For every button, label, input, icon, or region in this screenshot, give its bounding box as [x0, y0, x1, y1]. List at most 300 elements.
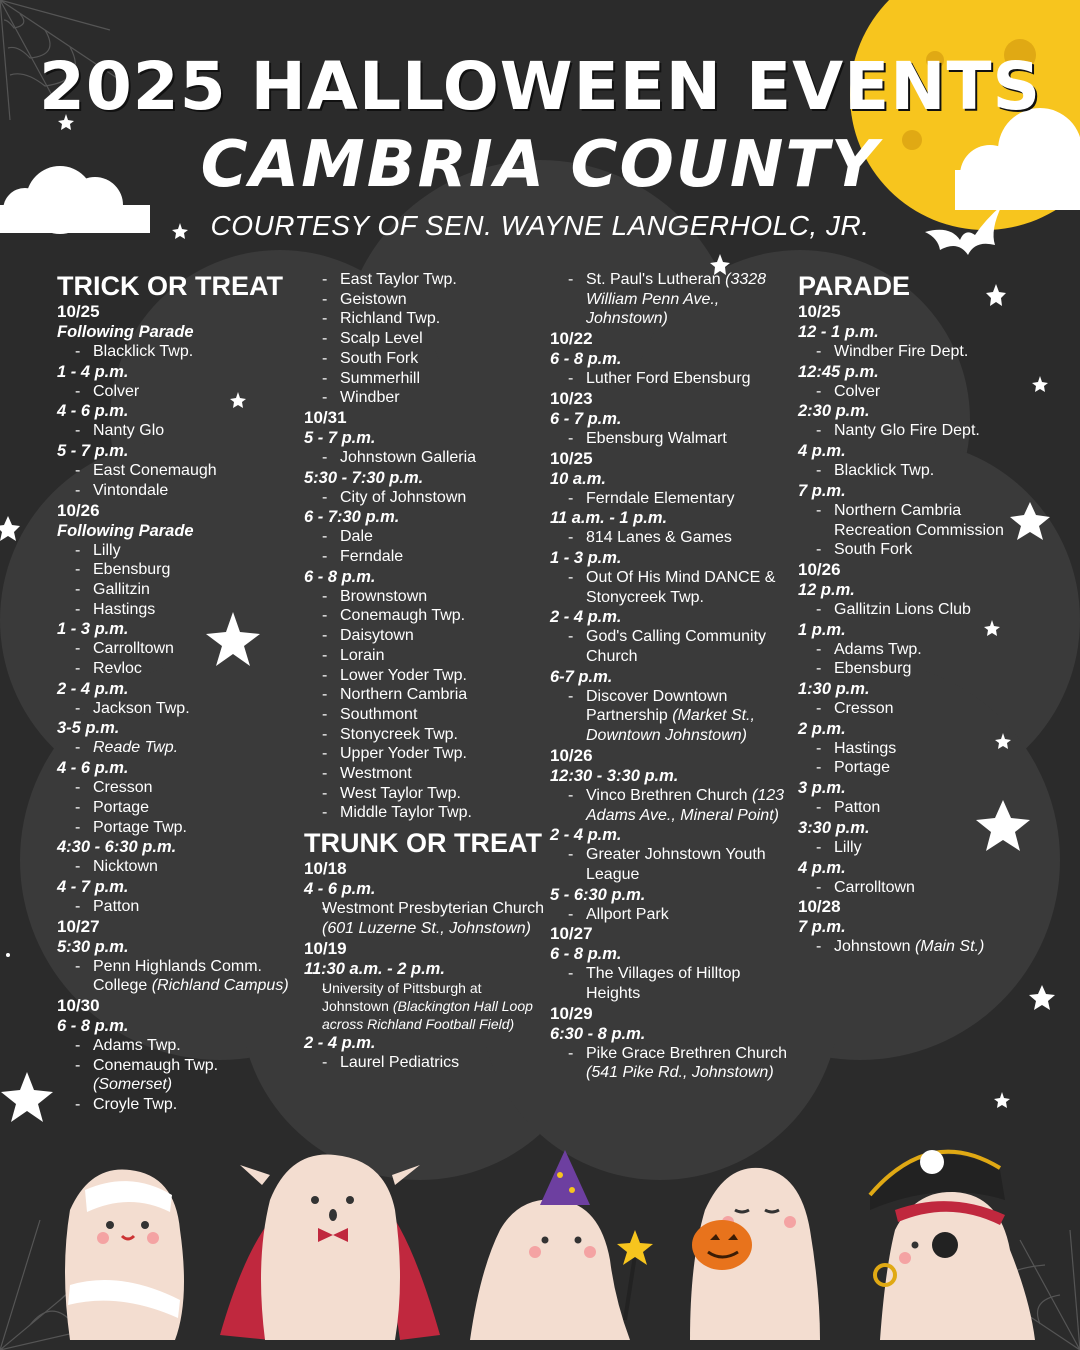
event-location: [550, 568, 790, 607]
event-location-text: Out Of His Mind DANCE & Stonycreek Twp.: [586, 568, 776, 606]
event-time-text: 6 - 8 p.m.: [550, 945, 622, 964]
event-time-text: 12 p.m.: [798, 580, 855, 599]
event-location: [798, 421, 1013, 441]
event-location-text: Conemaugh Twp.: [93, 1056, 219, 1074]
event-location: [550, 964, 790, 1003]
event-time-text: 1 - 3 p.m.: [57, 620, 129, 639]
event-location: [304, 979, 544, 1033]
event-location-text: Conemaugh Twp.: [340, 607, 466, 625]
event-location-text: Southmont: [340, 705, 418, 723]
event-location-text: Richland Twp.: [340, 310, 441, 328]
event-time-text: 6:30 - 8 p.m.: [550, 1024, 646, 1043]
event-location-text: Carrolltown: [834, 878, 915, 896]
event-date: [304, 408, 544, 428]
event-location: [304, 784, 544, 804]
event-date: [550, 329, 790, 349]
event-date-text: 10/31: [304, 407, 347, 427]
event-date: [798, 302, 1013, 322]
event-location-text: Westmont: [340, 765, 412, 783]
event-location-text: Windber: [340, 389, 400, 407]
event-location-text: Vintondale: [93, 481, 169, 499]
event-location: [57, 580, 297, 600]
event-location-text: Colver: [93, 382, 140, 400]
event-location: [57, 699, 297, 719]
event-location: [304, 803, 544, 823]
event-location-text: Brownstown: [340, 587, 428, 605]
event-location: [304, 290, 544, 310]
event-location: [798, 739, 1013, 759]
event-location-text: Stonycreek Twp.: [340, 725, 458, 743]
event-location-text: South Fork: [340, 349, 419, 367]
event-time: [798, 322, 1013, 342]
column-trick-or-treat: [57, 270, 297, 1115]
event-location: [57, 541, 297, 561]
event-location-text: Blacklick Twp.: [93, 343, 194, 360]
event-location: [57, 798, 297, 818]
event-time: [304, 567, 544, 587]
event-location-text: Adams Twp.: [93, 1037, 181, 1055]
event-date-text: 10/22: [550, 329, 593, 349]
star-icon: [1029, 985, 1055, 1010]
star-icon: [994, 1092, 1010, 1108]
event-time-text: 3-5 p.m.: [57, 719, 120, 738]
event-location-text: Cresson: [834, 700, 894, 718]
event-location-text: Geistown: [340, 290, 407, 308]
event-time-text: 3 p.m.: [798, 779, 846, 798]
event-location: [798, 600, 1013, 620]
event-time-text: 7 p.m.: [798, 918, 846, 937]
location-detail: (Main St.): [914, 938, 985, 956]
event-time-text: 10 a.m.: [550, 469, 606, 488]
event-location: [57, 560, 297, 580]
location-detail: (Market St., Downtown Johnstown): [586, 707, 755, 745]
event-time: [304, 468, 544, 488]
event-location-text: Portage: [834, 759, 891, 777]
event-location: [57, 342, 297, 362]
event-time: [550, 607, 790, 627]
event-location-text: Lower Yoder Twp.: [340, 666, 467, 684]
event-time-text: 6 - 8 p.m.: [304, 567, 376, 586]
event-location-text: West Taylor Twp.: [340, 784, 461, 802]
section-heading: [57, 270, 297, 302]
event-location: [304, 1053, 544, 1073]
event-date-text: 10/25: [550, 448, 593, 468]
event-time-text: 6 - 8 p.m.: [57, 1017, 129, 1036]
event-location: [304, 369, 544, 389]
event-time: [550, 667, 790, 687]
event-location: [304, 527, 544, 547]
event-time: [57, 679, 297, 699]
event-date: [798, 897, 1013, 917]
event-location: [798, 382, 1013, 402]
event-time: [57, 441, 297, 461]
event-date-text: 10/23: [550, 388, 593, 408]
event-time-text: 4 p.m.: [798, 858, 846, 877]
event-location: [304, 764, 544, 784]
star-icon: [1, 1072, 53, 1122]
event-location: [304, 705, 544, 725]
event-location-text: Lorain: [340, 646, 385, 664]
event-location: [304, 270, 544, 290]
section-heading: [304, 827, 544, 859]
location-detail: (123 Adams Ave., Mineral Point): [586, 786, 785, 824]
event-time: [798, 858, 1013, 878]
event-time-text: 1 - 3 p.m.: [550, 548, 622, 567]
event-time: [798, 401, 1013, 421]
column-trick-or-treat-continued: [304, 270, 544, 1072]
event-location: [798, 699, 1013, 719]
event-time: [550, 409, 790, 429]
event-location-text: Johnstown Galleria: [340, 448, 477, 466]
event-location-text: Ebensburg: [834, 660, 912, 678]
event-location: [57, 818, 297, 838]
event-time-text: 7 p.m.: [798, 481, 846, 500]
event-location: [550, 786, 790, 825]
event-location: [304, 448, 544, 468]
event-location: [798, 798, 1013, 818]
event-location-text: Revloc: [93, 660, 142, 678]
event-location: [550, 687, 790, 746]
event-location-text: Gallitzin: [93, 580, 150, 598]
event-time: [304, 507, 544, 527]
event-location-text: Windber Fire Dept.: [834, 343, 969, 360]
event-location-text: Ebensburg Walmart: [586, 429, 727, 447]
event-location: [304, 744, 544, 764]
event-time: [57, 521, 297, 541]
event-date-text: 10/27: [550, 924, 593, 944]
event-location: [550, 627, 790, 666]
event-location: [57, 461, 297, 481]
event-location: [304, 329, 544, 349]
event-time: [57, 362, 297, 382]
event-time-text: 6 - 8 p.m.: [550, 350, 622, 369]
location-detail: (Richland Campus): [151, 977, 289, 995]
event-time: [798, 719, 1013, 739]
event-date-text: 10/26: [57, 500, 100, 520]
event-time-text: 2 - 4 p.m.: [550, 826, 622, 845]
event-location: [550, 270, 790, 329]
location-detail: (541 Pike Rd., Johnstown): [586, 1064, 774, 1082]
event-location: [57, 481, 297, 501]
event-location-text: Daisytown: [340, 627, 414, 645]
event-location-text: Ferndale Elementary: [586, 489, 735, 507]
event-location-text: St. Paul's Lutheran: [586, 271, 726, 288]
event-time-text: 5:30 - 7:30 p.m.: [304, 468, 424, 487]
event-location-text: Discover Downtown Partnership: [586, 687, 728, 725]
section-heading-text: TRUNK OR TREAT: [304, 828, 542, 859]
event-location: [798, 342, 1013, 362]
event-date: [304, 859, 544, 879]
event-time-text: 2 - 4 p.m.: [550, 608, 622, 627]
star-icon: [1032, 376, 1048, 392]
event-time: [57, 1016, 297, 1036]
event-time-text: 4 - 7 p.m.: [57, 877, 129, 896]
event-time-text: 2 - 4 p.m.: [304, 1033, 376, 1052]
event-location-text: Westmont Presbyterian Church: [322, 900, 545, 918]
event-time-text: 12:30 - 3:30 p.m.: [550, 766, 679, 785]
event-time-text: 5 - 7 p.m.: [57, 442, 129, 461]
event-time-text: 11:30 a.m. - 2 p.m.: [304, 959, 445, 978]
event-location: [304, 547, 544, 567]
page-title: 2025 HALLOWEEN EVENTS: [38, 48, 1042, 125]
event-location-text: Scalp Level: [340, 330, 423, 348]
event-date: [57, 996, 297, 1016]
event-time: [550, 885, 790, 905]
event-time-text: 1 - 4 p.m.: [57, 362, 129, 381]
event-location-text: Upper Yoder Twp.: [340, 745, 467, 763]
event-time: [798, 620, 1013, 640]
event-date-text: 10/29: [550, 1003, 593, 1023]
event-time: [57, 619, 297, 639]
event-location-text: Cresson: [93, 779, 153, 797]
event-date: [550, 746, 790, 766]
event-location: [57, 1095, 297, 1115]
event-location-text: Nicktown: [93, 858, 158, 876]
event-location: [304, 899, 544, 938]
event-time: [798, 481, 1013, 501]
event-time-text: 2:30 p.m.: [798, 402, 870, 421]
event-time-text: 1 p.m.: [798, 620, 846, 639]
event-location: [798, 640, 1013, 660]
event-location-text: Lilly: [93, 541, 121, 559]
event-location: [304, 606, 544, 626]
event-time: [798, 679, 1013, 699]
event-time-text: 12:45 p.m.: [798, 362, 879, 381]
section-heading-text: TRICK OR TREAT: [57, 271, 283, 301]
event-time: [57, 837, 297, 857]
ghost-pumpkin-icon: [690, 1168, 820, 1340]
ghost-vampire-icon: [220, 1155, 440, 1340]
event-time: [798, 362, 1013, 382]
event-date: [57, 501, 297, 521]
event-location: [798, 501, 1013, 540]
event-location-text: Penn Highlands Comm. College: [93, 957, 262, 995]
event-location-text: Colver: [834, 382, 881, 400]
location-detail: (Blackington Hall Loop across Richland Football Field): [322, 997, 533, 1032]
event-location: [57, 957, 297, 996]
event-time-text: 4 - 6 p.m.: [57, 759, 129, 778]
event-location-text: Croyle Twp.: [93, 1096, 178, 1114]
event-location-text: East Conemaugh: [93, 462, 217, 480]
event-date: [798, 560, 1013, 580]
event-location-text: Patton: [93, 897, 140, 915]
event-time: [798, 818, 1013, 838]
event-time: [304, 959, 544, 979]
event-location-text: Patton: [834, 799, 881, 817]
event-time: [550, 825, 790, 845]
page-subtitle: CAMBRIA COUNTY: [200, 128, 880, 202]
event-location-text: Jackson Twp.: [93, 699, 190, 717]
event-time: [57, 758, 297, 778]
event-date-text: 10/18: [304, 859, 347, 879]
star-icon: [0, 516, 20, 541]
event-location: [798, 461, 1013, 481]
event-location: [57, 857, 297, 877]
event-date-text: 10/28: [798, 897, 841, 917]
event-location: [57, 600, 297, 620]
event-location: [798, 758, 1013, 778]
section-heading-text: PARADE: [798, 271, 911, 301]
location-detail: (601 Luzerne St., Johnstown): [322, 919, 532, 937]
event-date: [304, 939, 544, 959]
event-time: [57, 877, 297, 897]
event-location: [57, 421, 297, 441]
event-location: [798, 659, 1013, 679]
event-location: [304, 488, 544, 508]
event-location-text: Northern Cambria Recreation Commission: [834, 501, 1004, 539]
event-location-text: East Taylor Twp.: [340, 271, 457, 288]
event-time: [798, 441, 1013, 461]
event-time: [304, 1033, 544, 1053]
event-time: [550, 1024, 790, 1044]
ghost-mummy-icon: [65, 1170, 184, 1341]
event-location-text: Adams Twp.: [834, 640, 922, 658]
event-date-text: 10/25: [798, 302, 841, 321]
event-location-text: Hastings: [93, 600, 156, 618]
event-location: [304, 666, 544, 686]
event-location: [550, 528, 790, 548]
event-location: [57, 897, 297, 917]
event-location: [550, 369, 790, 389]
event-time-text: 5:30 p.m.: [57, 937, 129, 956]
event-location-text: Lilly: [834, 838, 862, 856]
event-time-text: 5 - 6:30 p.m.: [550, 885, 646, 904]
event-location-text: South Fork: [834, 541, 913, 559]
event-time-text: 6 - 7 p.m.: [550, 409, 622, 428]
event-date: [57, 917, 297, 937]
event-time-text: 4 - 6 p.m.: [57, 402, 129, 421]
event-time: [798, 580, 1013, 600]
event-time: [550, 766, 790, 786]
event-date-text: 10/25: [57, 302, 100, 321]
event-time: [57, 401, 297, 421]
ghost-wizard-icon: [470, 1150, 653, 1340]
event-location: [304, 725, 544, 745]
event-location: [57, 639, 297, 659]
event-time: [550, 469, 790, 489]
event-location-text: God's Calling Community Church: [586, 628, 767, 666]
event-date-text: 10/26: [798, 559, 841, 579]
event-time-text: 2 p.m.: [798, 719, 846, 738]
event-time-text: 12 - 1 p.m.: [798, 323, 879, 341]
event-location: [304, 685, 544, 705]
event-location-text: Ebensburg: [93, 561, 171, 579]
event-location: [550, 845, 790, 884]
event-time: [57, 937, 297, 957]
event-location: [304, 388, 544, 408]
event-date-text: 10/30: [57, 996, 100, 1016]
location-detail: (Somerset): [93, 1076, 173, 1094]
event-location-text: University of Pittsburgh at Johnstown: [322, 979, 482, 1014]
event-location: [57, 382, 297, 402]
event-date: [550, 389, 790, 409]
event-location: [304, 309, 544, 329]
event-location-text: Greater Johnstown Youth League: [586, 846, 766, 883]
event-date-text: 10/26: [550, 745, 593, 765]
ghost-pirate-icon: [870, 1150, 1035, 1340]
event-location-text: The Villages of Hilltop Heights: [586, 965, 741, 1003]
event-location: [57, 778, 297, 798]
event-date: [57, 302, 297, 322]
event-time-text: 6-7 p.m.: [550, 667, 613, 686]
event-location-text: Nanty Glo: [93, 422, 165, 440]
event-location-text: Portage: [93, 798, 150, 816]
event-location-text: Dale: [340, 528, 373, 546]
event-date: [550, 449, 790, 469]
event-time-text: Following Parade: [57, 521, 194, 540]
event-location: [550, 1044, 790, 1083]
event-location-text: Hastings: [834, 739, 897, 757]
event-location: [57, 1036, 297, 1056]
column-trunk-or-treat-continued: [550, 270, 790, 1083]
event-location: [798, 838, 1013, 858]
event-location: [550, 429, 790, 449]
event-location-text: Ferndale: [340, 548, 404, 566]
event-location: [57, 659, 297, 679]
event-location-text: City of Johnstown: [340, 488, 467, 506]
event-location: [57, 1056, 297, 1095]
event-time: [550, 548, 790, 568]
column-parade: [798, 270, 1013, 957]
event-location-text: Gallitzin Lions Club: [834, 600, 971, 618]
event-time-text: 6 - 7:30 p.m.: [304, 508, 400, 527]
location-detail: (3328 William Penn Ave., Johnstown): [586, 271, 767, 328]
event-location-text: Middle Taylor Twp.: [340, 804, 472, 822]
event-location-text: Portage Twp.: [93, 818, 187, 836]
event-time-text: 11 a.m. - 1 p.m.: [550, 509, 668, 528]
event-time: [57, 322, 297, 342]
event-location: [304, 646, 544, 666]
event-time-text: Following Parade: [57, 323, 194, 341]
event-location-text: Carrolltown: [93, 640, 174, 658]
event-location-text: Luther Ford Ebensburg: [586, 370, 751, 388]
event-time-text: 1:30 p.m.: [798, 680, 870, 699]
event-location: [57, 738, 297, 758]
event-location: [798, 937, 1013, 957]
event-location: [550, 905, 790, 925]
credit-line: COURTESY OF SEN. WAYNE LANGERHOLC, JR.: [210, 210, 870, 241]
event-location-text: Northern Cambria: [340, 686, 468, 704]
event-location-text: Pike Grace Brethren Church: [586, 1044, 787, 1062]
event-location-text: 814 Lanes & Games: [586, 529, 732, 547]
event-time: [798, 917, 1013, 937]
event-time-text: 5 - 7 p.m.: [304, 428, 376, 447]
event-time: [304, 428, 544, 448]
event-location: [550, 489, 790, 509]
event-date-text: 10/27: [57, 916, 100, 936]
event-location-text: Summerhill: [340, 369, 421, 387]
event-time: [57, 718, 297, 738]
event-time-text: 3:30 p.m.: [798, 818, 870, 837]
event-date: [550, 924, 790, 944]
event-time-text: 2 - 4 p.m.: [57, 679, 129, 698]
event-time-text: 4 p.m.: [798, 442, 846, 461]
event-time: [550, 349, 790, 369]
location-detail: Reade Twp.: [93, 739, 179, 757]
event-location-text: Laurel Pediatrics: [340, 1053, 460, 1071]
event-location: [304, 626, 544, 646]
event-location: [304, 587, 544, 607]
event-date: [550, 1004, 790, 1024]
event-time: [550, 944, 790, 964]
event-location: [798, 878, 1013, 898]
event-date-text: 10/19: [304, 938, 347, 958]
event-time: [550, 508, 790, 528]
event-location-text: Nanty Glo Fire Dept.: [834, 422, 980, 440]
event-time: [798, 778, 1013, 798]
event-location-text: Allport Park: [586, 905, 669, 923]
event-location-text: Vinco Brethren Church: [586, 786, 753, 804]
